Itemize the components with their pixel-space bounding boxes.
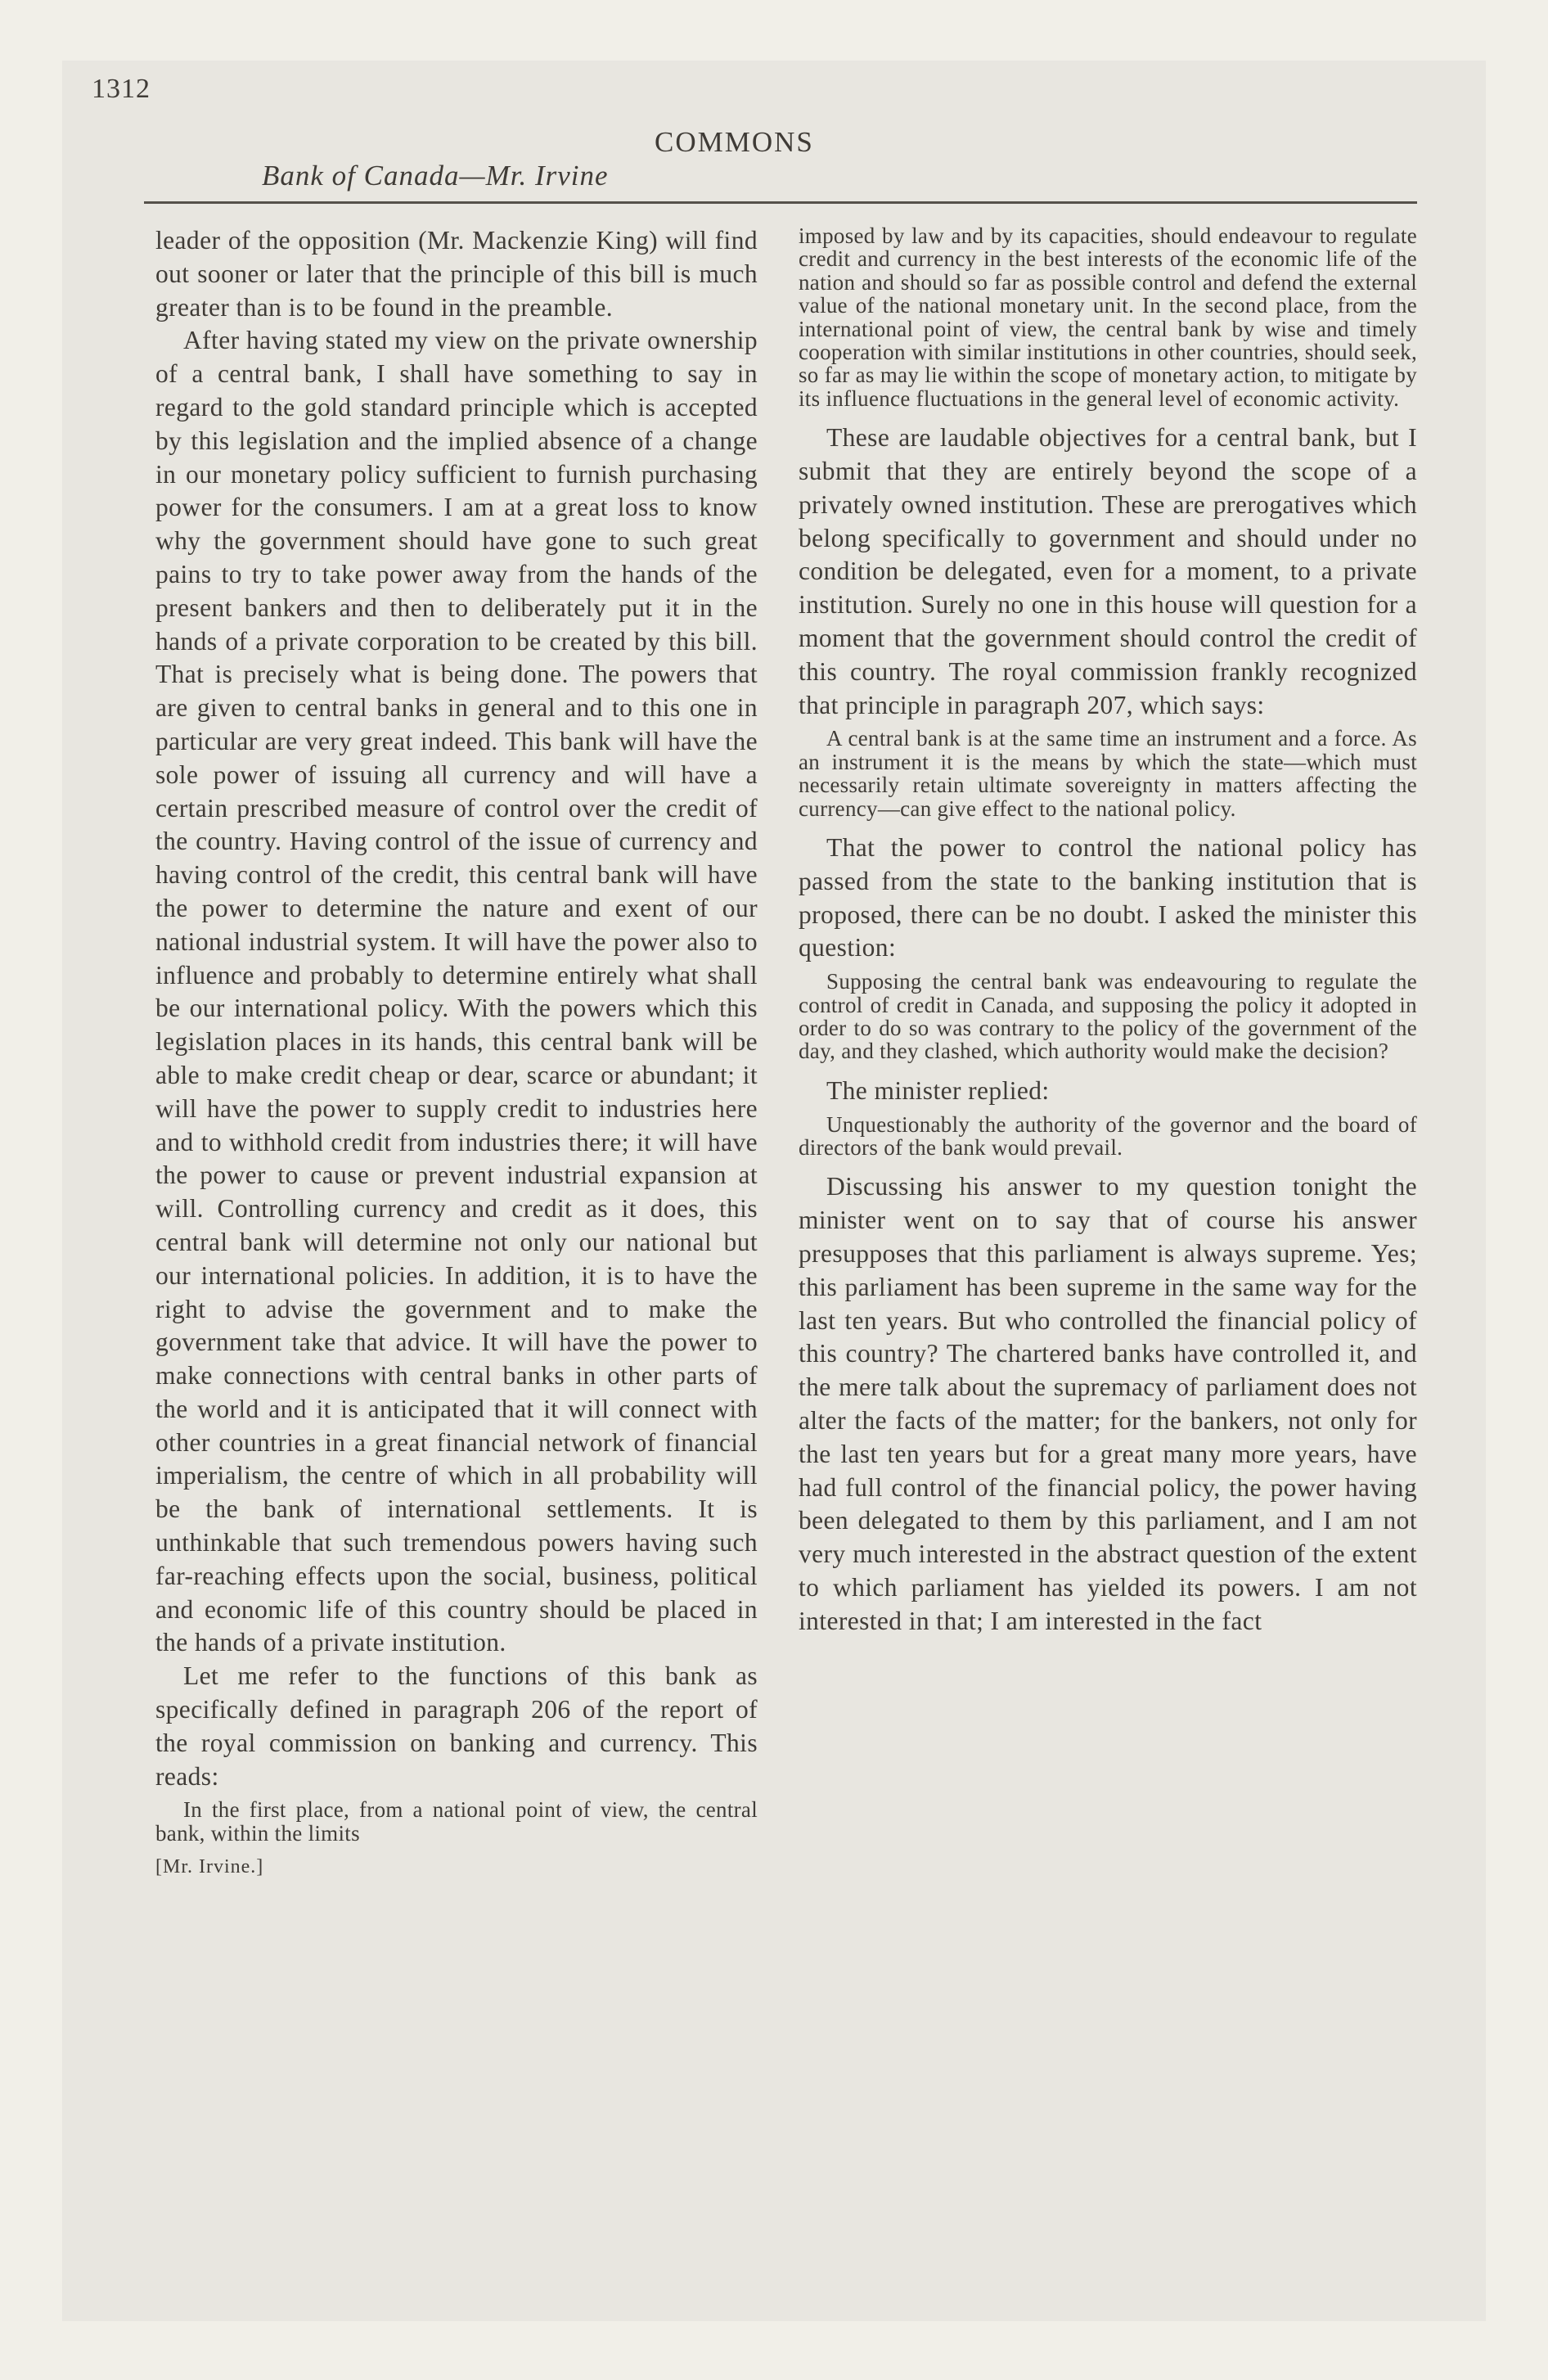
page-number: 1312 <box>92 74 151 104</box>
block-quote: A central bank is at the same time an instrument and a force. As an instrument it is the means by which the state—which must necessarily retain ultimate sovereignty in matters affecting the currency—can give effect to the national policy. <box>799 726 1417 821</box>
paragraph: leader of the opposition (Mr. Mackenzie King) will find out sooner or later that the principle of this bill is much greater than is to be found in the preamble. <box>155 226 758 322</box>
speaker-signature: [Mr. Irvine.] <box>155 1856 264 1878</box>
block-quote: In the first place, from a national point of view, the central bank, within the limits <box>155 1797 758 1846</box>
page-title: COMMONS <box>655 126 814 158</box>
block-quote: Supposing the central bank was endeavouring to regulate the control of credit in Canada, and supposing the policy it adopted in order to do so was contrary to the policy of the government of the day, and they clashed, which authority would make the decision? <box>799 969 1417 1064</box>
paragraph: Let me refer to the functions of this bank as specifically defined in paragraph 206 of the report of the royal commission on banking and currency. This reads: <box>155 1661 758 1791</box>
block-quote: Unquestionably the authority of the governor and the board of directors of the bank would prevail. <box>799 1111 1417 1161</box>
paragraph: These are laudable objectives for a central bank, but I submit that they are entirely beyond the scope of a privately owned institution. These are prerogatives which belong specifically to government and should under no condition be delegated, even for a moment, to a private institution. Surely no one in this house will question for a moment that the government should control the credit of this country. The royal commission frankly recognized that principle in paragraph 207, which says: <box>799 423 1417 719</box>
paragraph: Discussing his answer to my question tonight the minister went on to say that of course his answer presupposes that this parliament is always supreme. Yes; this parliament has been supreme in the same way for the last ten years. But who controlled the financial policy of this country? The chartered banks have controlled it, and the mere talk about the supremacy of parliament does not alter the facts of the matter; for the bankers, not only for the last ten years but for a great many more years, have had full control of the financial policy, the power having been delegated to them by this parliament, and I am not very much interested in the abstract question of the extent to which parliament has yielded its powers. I am not interested in that; I am interested in the fact <box>799 1172 1417 1635</box>
header-rule <box>144 201 1417 204</box>
paragraph: The minister replied: <box>826 1075 1050 1105</box>
right-column <box>799 224 1417 1639</box>
block-quote: imposed by law and by its capacities, should endeavour to regulate credit and currency in the best interests of the economic life of the nation and should so far as possible control and defend the external value of the national monetary unit. In the second place, from the international point of view, the central bank by wise and timely cooperation with similar institutions in other countries, should seek, so far as may lie within the scope of monetary action, to mitigate by its influence fluctuations in the general level of economic activity. <box>799 223 1417 411</box>
paragraph: That the power to control the national policy has passed from the state to the banking institution that is proposed, there can be no doubt. I asked the minister this question: <box>799 833 1417 962</box>
paragraph: After having stated my view on the private ownership of a central bank, I shall have something to say in regard to the gold standard principle which is accepted by this legislation and the implied absence of a change in our monetary policy sufficient to furnish purchasing power for the consumers. I am at a great loss to know why the government should have gone to such great pains to try to take power away from the hands of the present bankers and then to deliberately put it in the hands of a private corporation to be created by this bill. That is precisely what is being done. The powers that are given to central banks in general and to this one in particular are very great indeed. This bank will have the sole power of issuing all currency and will have a certain prescribed measure of control over the credit of the country. Having control of the issue of currency and having control of the credit, this central bank will have the power to determine the nature and exent of our national industrial system. It will have the power also to influence and probably to determine entirely what shall be our international policy. With the powers which this legislation places in its hands, this central bank will be able to make credit cheap or dear, scarce or abundant; it will have the power to supply credit to industries here and to withhold credit from industries there; it will have the power to cause or prevent industrial expansion at will. Controlling currency and credit as it does, this central bank will determine not only our national but our international policies. In addition, it is to have the right to advise the government and to make the government take that advice. It will have the power to make connections with central banks in other parts of the world and it is anticipated that it will connect with other countries in a great financial network of financial imperialism, the centre of which in all probability will be the bank of international settlements. It is unthinkable that such tremendous powers having such far-reaching effects upon the social, business, political and economic life of this country should be placed in the hands of a private institution. <box>155 326 758 1657</box>
running-head: Bank of Canada—Mr. Irvine <box>262 160 609 192</box>
left-column <box>155 224 758 1878</box>
